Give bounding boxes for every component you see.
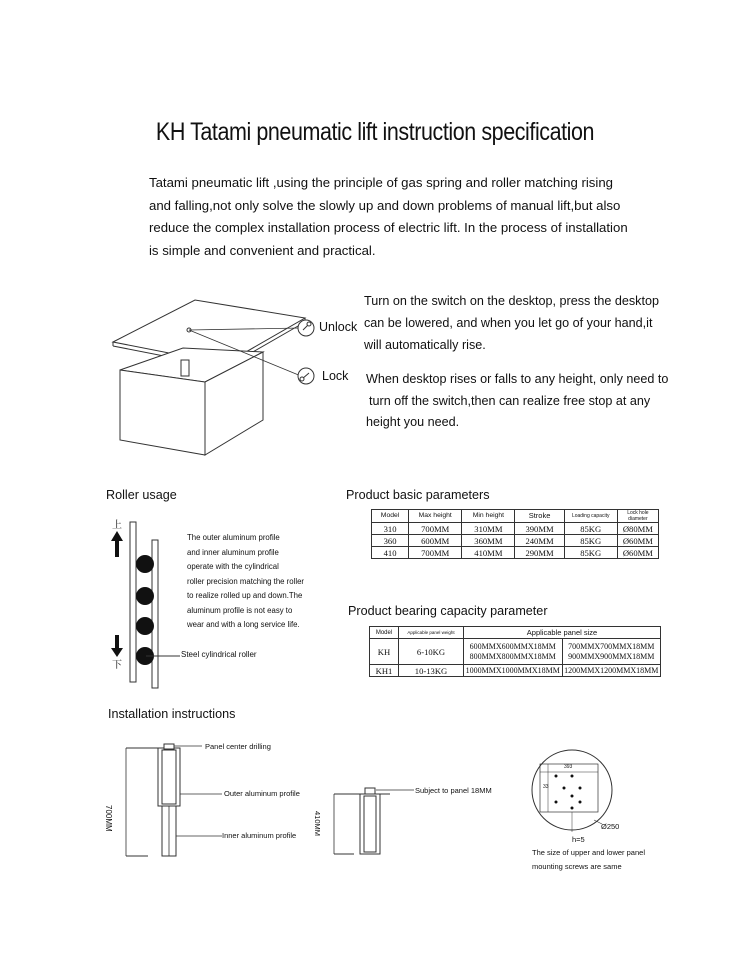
desc-line: will automatically rise. <box>364 338 486 352</box>
intro-line: reduce the complex installation process of electric lift. In the process of installation <box>149 220 628 235</box>
desc-line: can be lowered, and when you let go of your hand,it <box>364 316 653 330</box>
roller-text-line: wear and with a long service life. <box>187 620 300 629</box>
table-cell: 310 <box>372 523 409 535</box>
table-cell: 85KG <box>564 535 617 547</box>
table-header-row <box>370 627 661 639</box>
roller-text-line: roller precision matching the roller <box>187 576 305 586</box>
table-header: Applicable panel weight <box>399 627 464 639</box>
outer-profile-label: Outer aluminum profile <box>224 789 300 798</box>
unlock-description <box>364 290 659 356</box>
down-label: 下 <box>112 660 122 671</box>
table-cell: 1000MMX1000MMX18MM <box>464 665 563 677</box>
dim-700-label: 700MM <box>104 805 113 832</box>
dim-393-label: 393 <box>564 764 573 770</box>
desc-line: Turn on the switch on the desktop, press the desktop <box>364 294 659 308</box>
table-cell: 390MM <box>515 523 564 535</box>
intro-line: is simple and convenient and practical. <box>149 242 376 258</box>
desc-line: When desktop rises or falls to any height, only need to <box>366 372 669 386</box>
table-header-row <box>372 510 659 523</box>
roller-diagram <box>128 520 164 690</box>
bearing-table <box>369 626 661 677</box>
roller-text <box>187 531 304 633</box>
intro-line: Tatami pneumatic lift ,using the principle of gas spring and roller matching rising <box>149 175 613 190</box>
table-cell: Ø80MM <box>617 523 658 535</box>
note-line: mounting screws are same <box>532 862 622 871</box>
roller-text-line: The outer aluminum profile <box>187 533 280 542</box>
down-arrow-icon <box>110 634 124 658</box>
table-cell: 1200MMX1200MMX18MM <box>562 665 661 677</box>
table-cell: 360MM <box>462 535 515 547</box>
table-cell <box>464 639 563 665</box>
basic-params-heading: Product basic parameters <box>346 488 490 502</box>
table-cell: 85KG <box>564 547 617 559</box>
table-cell: 6-10KG <box>399 639 464 665</box>
table-row <box>372 547 659 559</box>
table-row <box>372 535 659 547</box>
panel-size: 800MMX800MMX18MM <box>469 651 556 661</box>
table-header: Min height <box>462 510 515 523</box>
up-arrow-icon <box>110 530 124 558</box>
lock-description <box>366 369 668 434</box>
table-header: Model <box>372 510 409 523</box>
table-header: Stroke <box>515 510 564 523</box>
table-header: Applicable panel size <box>464 627 661 639</box>
roller-text-line: operate with the cylindrical <box>187 562 279 571</box>
bearing-heading: Product bearing capacity parameter <box>348 604 548 618</box>
table-cell: 600MM <box>409 535 462 547</box>
table-cell: 360 <box>372 535 409 547</box>
table-cell: 410MM <box>462 547 515 559</box>
table-header: Loading capacity <box>564 510 617 523</box>
table-cell: 290MM <box>515 547 564 559</box>
table-row <box>370 639 661 665</box>
table-cell: 85KG <box>564 523 617 535</box>
intro-line: and falling,not only solve the slowly up and down problems of manual lift,but also <box>149 197 621 213</box>
desc-line: height you need. <box>366 415 460 429</box>
installation-heading: Installation instructions <box>108 707 236 721</box>
table-cell <box>562 639 661 665</box>
table-cell: KH1 <box>370 665 399 677</box>
table-cell: 240MM <box>515 535 564 547</box>
unlock-label: Unlock <box>319 320 358 334</box>
installation-diagram-700 <box>118 740 238 860</box>
panel-size: 700MMX700MMX18MM <box>568 641 655 651</box>
mounting-plate-diagram <box>528 744 648 844</box>
table-row <box>372 523 659 535</box>
installation-diagram-410 <box>330 782 420 862</box>
panel-size: 900MMX900MMX18MM <box>568 651 655 661</box>
table-row <box>370 665 661 677</box>
panel-size: 600MMX600MMX18MM <box>469 641 556 651</box>
table-cell: 310MM <box>462 523 515 535</box>
page-title: KH Tatami pneumatic lift instruction specification <box>155 118 595 146</box>
mounting-note <box>532 846 645 874</box>
table-cell: Ø60MM <box>617 535 658 547</box>
table-cell: 700MM <box>409 523 462 535</box>
unlock-icon <box>296 316 318 338</box>
dim-410-label: 410MM <box>313 811 322 837</box>
lock-icon <box>296 364 318 386</box>
table-header: Max height <box>409 510 462 523</box>
desc-line: turn off the switch,then can realize free stop at any <box>369 393 651 408</box>
table-header: Model <box>370 627 399 639</box>
table-cell: 700MM <box>409 547 462 559</box>
roller-text-line: and inner aluminum profile <box>187 547 279 557</box>
note-line: The size of upper and lower panel <box>532 848 645 857</box>
h-label: h=5 <box>572 835 585 844</box>
table-cell: 10-13KG <box>399 665 464 677</box>
table-cell: KH <box>370 639 399 665</box>
dim-33-label: 33 <box>543 784 549 790</box>
intro-paragraph <box>149 172 649 262</box>
roller-usage-heading: Roller usage <box>106 488 177 502</box>
subject-label: Subject to panel 18MM <box>415 786 492 795</box>
lock-label: Lock <box>322 369 349 383</box>
table-cell: Ø60MM <box>617 547 658 559</box>
inner-profile-label: Inner aluminum profile <box>222 831 297 840</box>
roller-text-line: aluminum profile is not easy to <box>187 605 293 615</box>
roller-label: Steel cylindrical roller <box>181 650 257 659</box>
panel-center-label: Panel center drilling <box>205 742 271 751</box>
table-header: Lock hole diameter <box>617 510 658 523</box>
diameter-label: Ø250 <box>601 822 620 831</box>
roller-text-line: to realize rolled up and down.The <box>187 591 303 600</box>
up-label: 上 <box>112 520 122 531</box>
table-cell: 410 <box>372 547 409 559</box>
roller-leader-line <box>146 652 182 660</box>
basic-params-table <box>371 509 659 559</box>
